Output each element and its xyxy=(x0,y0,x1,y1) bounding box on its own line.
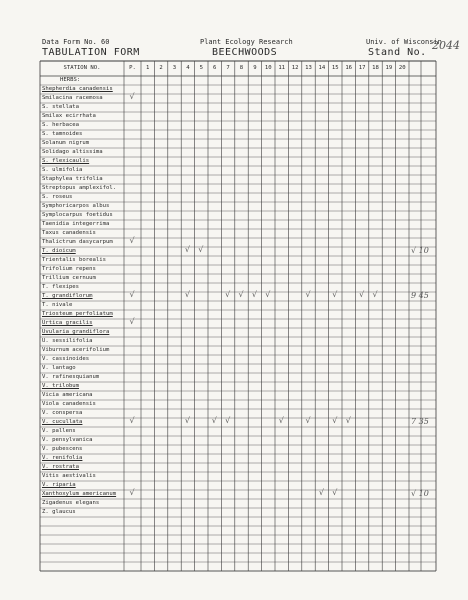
form-title: TABULATION FORM xyxy=(42,47,140,58)
species-name: S. tamnoides xyxy=(42,131,83,137)
check-mark: √ xyxy=(211,416,217,425)
species-name: Viola canadensis xyxy=(42,401,96,407)
column-header: 5 xyxy=(199,65,203,71)
column-header: 16 xyxy=(345,65,353,71)
species-name: S. herbacea xyxy=(42,122,80,128)
species-name: Trifolium repens xyxy=(42,266,96,272)
species-name: T. grandiflorum xyxy=(42,293,93,299)
species-name: Uvularia grandiflora xyxy=(42,329,110,335)
species-name: Taenidia integerrima xyxy=(42,221,110,227)
check-mark: √ xyxy=(372,290,378,299)
check-mark: √ xyxy=(129,488,135,497)
column-header: 13 xyxy=(305,65,312,71)
check-mark: √ xyxy=(184,290,190,299)
check-mark: √ xyxy=(129,317,135,326)
column-header: 4 xyxy=(186,65,190,71)
species-name: Symphoricarpos albus xyxy=(42,203,110,209)
species-name: Smilax ecirrhata xyxy=(42,113,96,119)
column-header: 17 xyxy=(358,65,366,71)
species-name: Trillium cernuum xyxy=(42,275,96,281)
species-name: S. stellata xyxy=(42,104,80,110)
column-header: 9 xyxy=(253,65,257,71)
margin-note: √ 10 xyxy=(411,246,429,255)
species-name: Streptopus amplexifol. xyxy=(42,185,117,191)
species-name: V. cucullata xyxy=(42,419,83,425)
check-mark: √ xyxy=(129,290,135,299)
station-label: STATION NO. xyxy=(63,65,101,71)
species-name: V. renifolia xyxy=(42,455,83,461)
column-header: 6 xyxy=(213,65,217,71)
species-name: S. flexicaulis xyxy=(42,158,90,164)
column-header: 3 xyxy=(172,65,177,71)
species-name: Viburnum acerifolium xyxy=(42,347,110,353)
species-name: T. dioicum xyxy=(42,248,76,254)
species-name: V. lantago xyxy=(42,365,76,371)
check-mark: √ xyxy=(278,416,284,425)
species-name: V. conspersa xyxy=(42,410,83,416)
column-header: 15 xyxy=(331,65,339,71)
species-name: Smilacina racemosa xyxy=(42,95,103,101)
species-name: S. roseus xyxy=(42,194,73,200)
column-header: 10 xyxy=(264,65,272,71)
species-name: V. rafinesquianum xyxy=(42,374,100,380)
project-name: Plant Ecology Research xyxy=(200,38,293,46)
species-name: Vitis aestivalis xyxy=(42,473,96,479)
margin-note: 9 45 xyxy=(411,291,429,300)
check-mark: √ xyxy=(129,416,135,425)
stand-label: Stand No. xyxy=(368,47,427,58)
species-name: V. rostrata xyxy=(42,464,80,470)
species-name: S. ulmifolia xyxy=(42,167,83,173)
check-mark: √ xyxy=(265,290,271,299)
column-header: 14 xyxy=(318,65,326,71)
check-mark: √ xyxy=(198,245,204,254)
species-name: V. cassinoides xyxy=(42,356,90,362)
check-mark: √ xyxy=(238,290,244,299)
species-name: V. pubescens xyxy=(42,446,83,452)
column-header: 1 xyxy=(146,65,150,71)
species-name: T. nivale xyxy=(42,302,73,308)
check-mark: √ xyxy=(129,236,135,245)
species-name: Triosteum perfoliatum xyxy=(42,311,113,317)
form-number: Data Form No. 60 xyxy=(42,38,110,46)
check-mark: √ xyxy=(251,290,257,299)
species-name: U. sessilifolia xyxy=(42,338,93,344)
species-name: Staphylea trifolia xyxy=(42,176,103,182)
species-name: V. trilobum xyxy=(42,383,80,389)
species-name: Taxus canadensis xyxy=(42,230,96,236)
check-mark: √ xyxy=(225,416,231,425)
column-header: 20 xyxy=(398,65,406,71)
check-mark: √ xyxy=(318,488,324,497)
check-mark: √ xyxy=(184,416,190,425)
column-header: 18 xyxy=(372,65,379,71)
species-name: Thalictrum dasycarpum xyxy=(42,239,113,245)
species-name: Solanum nigrum xyxy=(42,140,90,146)
column-header: 2 xyxy=(159,65,163,71)
species-name: Symplocarpus foetidus xyxy=(42,212,113,218)
species-name: Trientalis borealis xyxy=(42,257,106,263)
species-name: Xanthoxylum americanum xyxy=(42,491,117,497)
species-name: V. pensylvanica xyxy=(42,437,93,443)
site-name: BEECHWOODS xyxy=(212,47,278,58)
species-name: Zigadenus elegans xyxy=(42,500,100,506)
check-mark: √ xyxy=(332,416,338,425)
margin-note: √ 10 xyxy=(411,489,429,498)
check-mark: √ xyxy=(332,290,338,299)
check-mark: √ xyxy=(305,416,311,425)
species-name: Z. glaucus xyxy=(42,509,76,515)
check-mark: √ xyxy=(184,245,190,254)
check-mark: √ xyxy=(345,416,351,425)
column-header: P. xyxy=(129,65,136,71)
species-name: Vicia americana xyxy=(42,392,93,398)
section-label: HERBS: xyxy=(60,77,81,83)
stand-number: 2044 xyxy=(432,39,460,52)
species-name: Shepherdia canadensis xyxy=(42,86,113,92)
check-mark: √ xyxy=(359,290,365,299)
column-header: 7 xyxy=(226,65,230,71)
species-name: V. pallens xyxy=(42,428,76,434)
check-mark: √ xyxy=(129,92,135,101)
species-name: Solidago altissima xyxy=(42,149,103,155)
check-mark: √ xyxy=(305,290,311,299)
species-name: V. riparia xyxy=(42,482,76,488)
column-header: 12 xyxy=(291,65,299,71)
column-header: 8 xyxy=(239,65,244,71)
margin-note: 7 35 xyxy=(411,417,429,426)
column-header: 11 xyxy=(278,65,286,71)
column-header: 19 xyxy=(385,65,393,71)
check-mark: √ xyxy=(332,488,338,497)
institution: Univ. of Wisconsin xyxy=(366,38,442,46)
species-name: Urtica gracilis xyxy=(42,320,93,326)
check-mark: √ xyxy=(225,290,231,299)
species-name: T. flexipes xyxy=(42,284,80,290)
